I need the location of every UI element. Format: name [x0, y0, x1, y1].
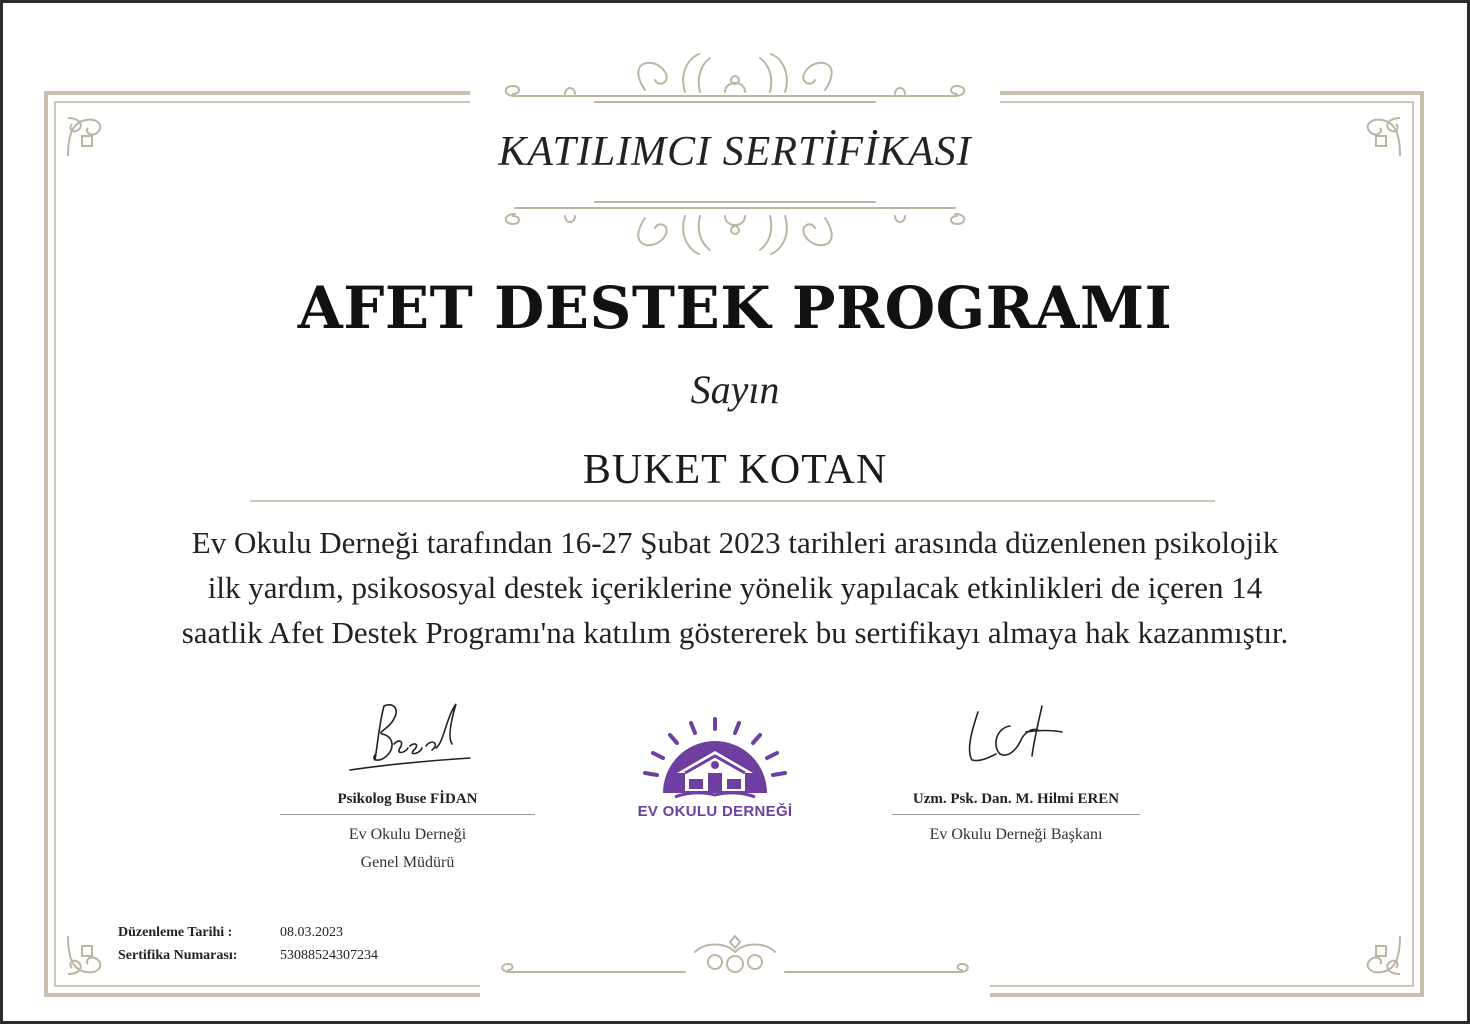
- signatory-name: Uzm. Psk. Dan. M. Hilmi EREN: [912, 791, 1120, 807]
- signature-buse-fidan-icon: [280, 700, 535, 778]
- certificate-body: [80, 520, 1390, 655]
- ev-okulu-dernegi-logo: [615, 713, 815, 833]
- program-title: AFET DESTEK PROGRAMI: [297, 274, 1173, 342]
- top-ornament-icon: [475, 50, 995, 110]
- signatory-name: Psikolog Buse FİDAN: [337, 791, 478, 807]
- house-sun-logo-icon: [615, 713, 815, 803]
- logo-text: EV OKULU DERNEĞİ: [637, 803, 793, 820]
- cert-number-label: Sertifika Numarası:: [118, 948, 238, 963]
- signatory-rule: [280, 814, 535, 815]
- certificate-type-title: KATILIMCI SERTİFİKASI: [498, 129, 972, 175]
- signatory-role-line2: Genel Müdürü: [360, 854, 455, 871]
- recipient-name: BUKET KOTAN: [582, 447, 888, 493]
- cert-number-row: [118, 948, 378, 971]
- title-divider-ornament-icon: [475, 192, 995, 262]
- issue-date-label: Düzenleme Tarihi :: [118, 925, 233, 940]
- signatory-president: [892, 700, 1140, 849]
- corner-ornament-bottom-right-icon: [1356, 930, 1406, 980]
- body-line: saatlik Afet Destek Programı'na katılım göstererek bu sertifikayı almaya hak kazanmıştır.: [181, 615, 1289, 650]
- certificate-meta: [118, 925, 378, 971]
- body-line: Ev Okulu Derneği tarafından 16-27 Şubat 2023 tarihleri arasında düzenlenen psikolojik: [191, 525, 1279, 560]
- issue-date-row: [118, 925, 378, 948]
- signatory-role-line1: Ev Okulu Derneği: [348, 826, 467, 843]
- signatory-general-manager: [280, 700, 535, 877]
- bottom-ornament-icon: [480, 930, 990, 980]
- signatory-role-line1: Ev Okulu Derneği Başkanı: [929, 826, 1103, 843]
- recipient-underline: [250, 500, 1215, 502]
- cert-number-value: 53088524307234: [280, 948, 378, 963]
- body-line: ilk yardım, psikososyal destek içeriklerine yönelik yapılacak etkinlikleri de içeren 14: [207, 570, 1263, 605]
- corner-ornament-bottom-left-icon: [62, 930, 112, 980]
- signature-hilmi-eren-icon: [892, 700, 1140, 778]
- issue-date-value: 08.03.2023: [280, 925, 343, 940]
- signatory-rule: [892, 814, 1140, 815]
- salutation: Sayın: [690, 367, 780, 412]
